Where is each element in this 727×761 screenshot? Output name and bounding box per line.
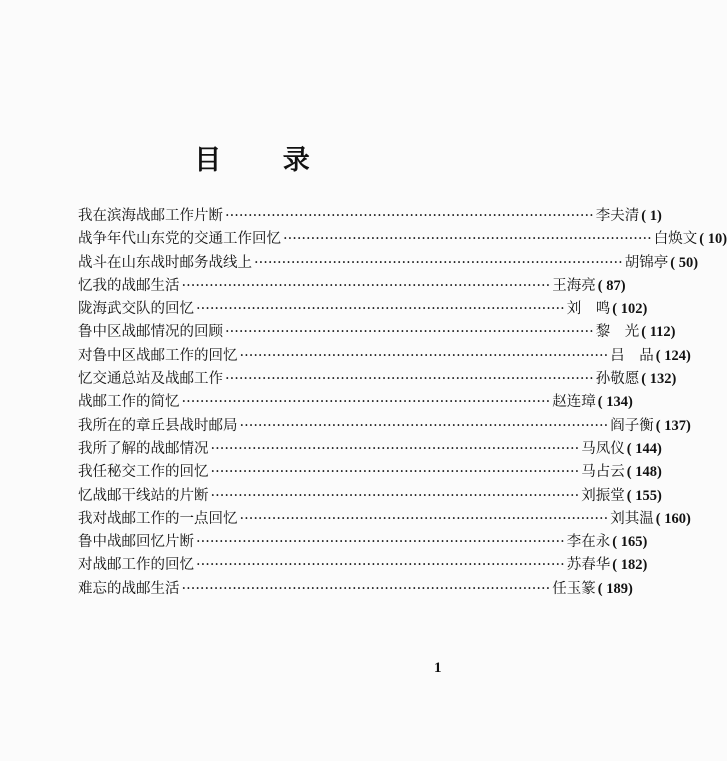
toc-entry [78, 415, 691, 438]
toc-leader-dots: ················································································ [225, 208, 594, 224]
toc-entry-page: ( 165) [612, 534, 648, 551]
toc-entry-page: ( 1) [641, 208, 662, 224]
toc-entry [78, 228, 727, 251]
toc-entry-page: ( 10) [699, 231, 727, 248]
toc-entry-title: 战斗在山东战时邮务战线上 [78, 254, 252, 271]
page-number: 1 [434, 660, 442, 676]
toc-entry [78, 531, 648, 554]
toc-leader-dots: ················································································ [254, 254, 623, 271]
toc-entry-page: ( 102) [612, 301, 648, 318]
toc-entry [78, 578, 633, 601]
toc-entry-author: 阎子衡 [610, 417, 654, 434]
toc-leader-dots: ················································································ [210, 464, 580, 481]
toc-entry-title: 我在滨海战邮工作片断 [78, 208, 223, 224]
toc-entry-author: 马占云 [581, 464, 625, 481]
toc-entry-page: ( 155) [626, 487, 662, 504]
toc-entry-author: 刘其温 [610, 510, 654, 527]
toc-entry-title: 忆交通总站及战邮工作 [78, 371, 223, 388]
toc-leader-dots: ················································································ [283, 231, 652, 248]
toc-entry-page: ( 137) [655, 417, 691, 434]
toc-entry-page: ( 182) [612, 557, 648, 574]
toc-entry-title: 我所在的章丘县战时邮局 [78, 417, 238, 434]
toc-entry-title: 陇海武交队的回忆 [78, 301, 194, 318]
toc-entry [78, 368, 677, 391]
toc-entry-page: ( 144) [626, 440, 662, 457]
toc-leader-dots: ················································································ [239, 347, 609, 364]
toc-entry-title: 对鲁中区战邮工作的回忆 [78, 347, 238, 364]
toc-entry-author: 吕 品 [610, 347, 654, 364]
toc-entry-author: 王海亮 [552, 277, 596, 294]
toc-entry [78, 485, 662, 508]
toc-entry-page: ( 134) [597, 394, 633, 411]
toc-entry-page: ( 87) [597, 277, 626, 294]
toc-leader-dots: ················································································ [181, 394, 551, 411]
toc-leader-dots: ················································································ [196, 534, 565, 551]
toc-entry-author: 孙敬愿 [595, 371, 640, 388]
table-of-contents [78, 205, 727, 601]
toc-leader-dots: ················································································ [210, 440, 580, 457]
toc-entry-title: 战邮工作的简忆 [78, 394, 180, 411]
toc-entry [78, 345, 691, 368]
toc-entry [78, 461, 662, 484]
toc-entry [78, 554, 648, 577]
toc-entry-page: ( 112) [641, 324, 676, 341]
toc-entry-author: 刘振堂 [581, 487, 625, 504]
toc-entry-page: ( 50) [670, 254, 699, 271]
toc-entry [78, 438, 662, 461]
toc-entry-title: 我所了解的战邮情况 [78, 440, 209, 457]
toc-entry-page: ( 148) [626, 464, 662, 481]
toc-entry-author: 苏春华 [566, 557, 611, 574]
toc-entry-author: 赵连璋 [552, 394, 596, 411]
toc-entry [78, 275, 626, 298]
toc-entry-title: 战争年代山东党的交通工作回忆 [78, 231, 281, 248]
toc-entry-title: 忆我的战邮生活 [78, 277, 180, 294]
toc-leader-dots: ················································································ [225, 371, 594, 388]
toc-leader-dots: ················································································ [196, 301, 565, 318]
toc-entry-author: 李在永 [566, 534, 611, 551]
toc-entry-author: 胡锦亭 [624, 254, 669, 271]
toc-leader-dots: ················································································ [196, 557, 565, 574]
toc-entry-author: 李夫清 [595, 208, 640, 224]
toc-entry-author: 黎 光 [595, 324, 640, 341]
toc-entry [78, 508, 691, 531]
toc-leader-dots: ················································································ [181, 580, 551, 597]
toc-entry [78, 252, 699, 275]
toc-entry-page: ( 189) [597, 580, 633, 597]
toc-entry-title: 对战邮工作的回忆 [78, 557, 194, 574]
toc-entry [78, 298, 648, 321]
toc-leader-dots: ················································································ [239, 510, 609, 527]
toc-leader-dots: ················································································ [239, 417, 609, 434]
toc-entry-title: 我对战邮工作的一点回忆 [78, 510, 238, 527]
toc-leader-dots: ················································································ [210, 487, 580, 504]
toc-entry-title: 我任秘交工作的回忆 [78, 464, 209, 481]
toc-entry-author: 马凤仪 [581, 440, 625, 457]
toc-leader-dots: ················································································ [181, 277, 551, 294]
toc-entry [78, 205, 662, 228]
toc-entry-title: 鲁中区战邮情况的回顾 [78, 324, 223, 341]
toc-entry-page: ( 124) [655, 347, 691, 364]
toc-entry-page: ( 160) [655, 510, 691, 527]
toc-entry-title: 忆战邮干线站的片断 [78, 487, 209, 504]
page-title: 目 录 [194, 145, 336, 176]
toc-entry [78, 321, 676, 344]
toc-entry-author: 任玉篆 [552, 580, 596, 597]
toc-entry-author: 白焕文 [653, 231, 698, 248]
toc-leader-dots: ················································································ [225, 324, 594, 341]
toc-entry-author: 刘 鸣 [566, 301, 611, 318]
toc-entry [78, 391, 633, 414]
toc-entry-page: ( 132) [641, 371, 677, 388]
toc-entry-title: 鲁中战邮回忆片断 [78, 534, 194, 551]
toc-entry-title: 难忘的战邮生活 [78, 580, 180, 597]
